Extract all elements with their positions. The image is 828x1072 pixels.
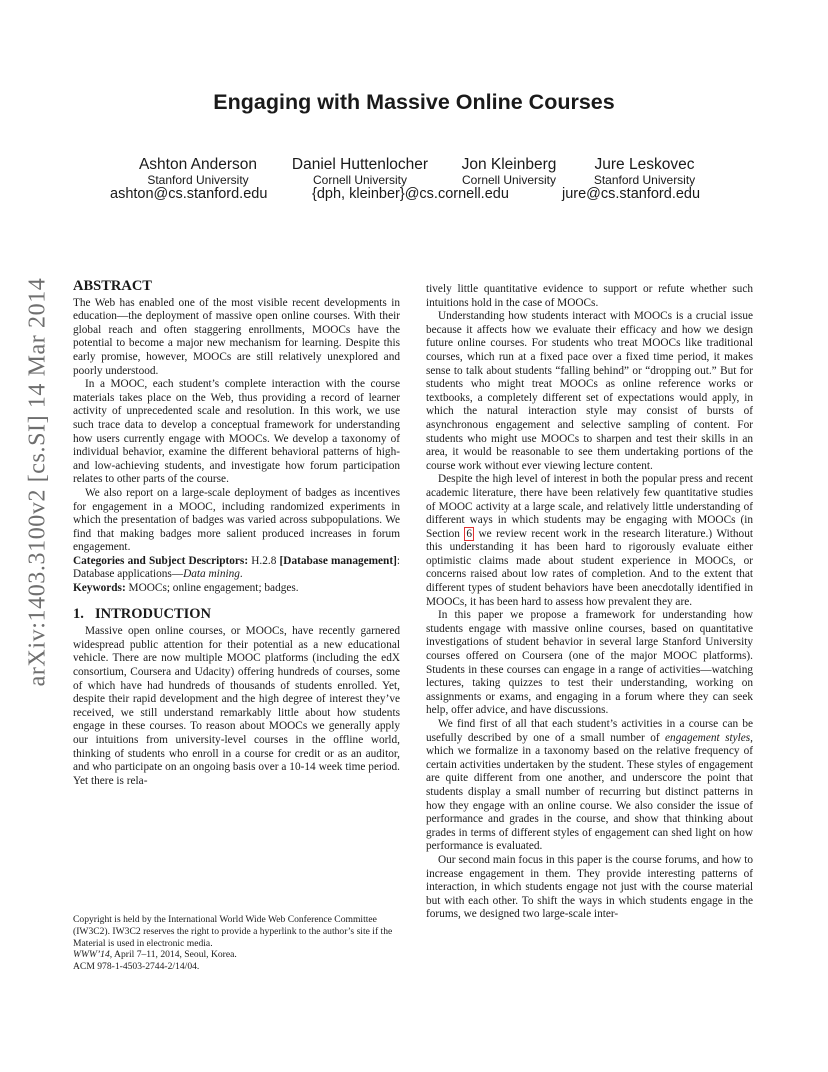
categories-bold-text: Database management (283, 554, 394, 567)
categories-bracket-open: [ (279, 554, 284, 567)
section-heading-introduction (73, 605, 400, 622)
categories-end: . (239, 568, 243, 581)
author-affiliation: Cornell University (461, 173, 557, 187)
author-name: Jon Kleinberg (461, 156, 557, 173)
conference-line (73, 949, 403, 961)
author-affiliation: Stanford University (147, 173, 249, 187)
body-paragraph (426, 718, 753, 854)
keywords-text: MOOCs; online engagement; badges. (128, 582, 299, 595)
categories-code: H.2.8 (251, 554, 277, 567)
author-affiliation: Stanford University (593, 173, 696, 187)
categories-italic: Data mining (183, 568, 240, 581)
paper-title: Engaging with Massive Online Courses (213, 90, 615, 114)
section-6-link[interactable]: 6 (466, 527, 473, 540)
author-block (450, 156, 568, 187)
keywords-line (73, 582, 400, 596)
author-email: ashton@cs.stanford.edu (110, 186, 268, 202)
acm-isbn: ACM 978-1-4503-2744-2/14/04. (73, 961, 200, 973)
abstract-paragraph: In a MOOC, each student’s complete interaction with the course materials takes place on the Web, thus providing a record of learner activity of unprecedented scale and resolution. In this work, we use such trace data to develop a conceptual framework for understanding how users currently engage with MOOCs. We develop a taxonomy of individual behavior, examine the different behavioral patterns of high- and low-achieving students, and investigate how forum participation relates to other parts of the course. (73, 378, 400, 486)
abstract-heading: ABSTRACT (73, 278, 152, 294)
author-email: jure@cs.stanford.edu (562, 186, 701, 202)
author-block (280, 156, 440, 187)
copyright-notice (73, 914, 403, 973)
body-paragraph: Understanding how students interact with MOOCs is a crucial issue because it affects how we evaluate their efficacy and how we design future online courses. For students who treat MOOCs like traditional courses, which run at a fixed pace over a fixed time period, it makes sense to talk about students “falling behind” or “dropping out.” But for students who might treat MOOCs as online reference works or textbooks, a completely different set of expectations would apply, in which the natural interaction style may consist of bursts of asynchronous engagement and selective sampling of content. For students who might use MOOCs to sharpen and test their skills in an area, it would be reasonable to see them undertaking portions of the course work without ever viewing lecture content. (426, 310, 753, 472)
author-block (578, 156, 711, 187)
paragraph-text: We find first of all that each student’s activities in a course can be usefully described by one of a small number of (426, 718, 753, 744)
conference-name: WWW’14, (73, 949, 113, 961)
paragraph-text: we review recent work in the research literature.) Without this understanding it has been hard to rigorously evaluate either optimistic claims made about student experience in MOOCs, or concerns raised about low rates of completion. And to the extent that different types of student behaviors have been anecdotally identified in MOOCs, it has been hard to assess how prevalent they are. (426, 527, 753, 608)
abstract-paragraph: We also report on a large-scale deployment of badges as incentives for engagement in a MOOC, including randomized experiments in which the presentation of badges was varied across subpopulations. We find that making badges more salient produced increases in forum engagement. (73, 486, 400, 554)
body-paragraph (426, 473, 753, 609)
left-column (73, 280, 400, 788)
conference-details: April 7–11, 2014, Seoul, Korea. (112, 949, 237, 961)
section-number: 1. (73, 605, 84, 622)
abstract-paragraph: The Web has enabled one of the most visible recent developments in education—the deployment of massive open online courses. With their global reach and often staggering enrollments, MOOCs have the potential to become a major new mechanism for learning. Despite this early promise, however, MOOCs are still relatively unexplored and poorly understood. (73, 296, 400, 377)
body-paragraph: tively little quantitative evidence to support or refute whether such intuitions hold in the case of MOOCs. (426, 283, 753, 309)
categories-line (73, 555, 400, 582)
right-column (426, 283, 753, 922)
emphasis-text: engagement styles (665, 731, 751, 744)
categories-rest: : Database applications— (73, 554, 401, 581)
author-affiliation: Cornell University (312, 173, 408, 187)
body-paragraph: In this paper we propose a framework for understanding how students engage with massive online courses, based on quantitative investigations of student behavior in several large Stanford University courses offered on Coursera (one of the major MOOC platforms). Students in these courses can engage in a range of activities—watching lectures, taking quizzes to test their understanding, working on assignments or exams, and engaging in a forum where they can seek help, offer advice, and have discussions. (426, 609, 753, 717)
keywords-label: Keywords: (73, 582, 126, 595)
intro-paragraph: Massive open online courses, or MOOCs, have recently garnered widespread public attention for their potential as a new educational vehicle. There are now multiple MOOC platforms (including the edX consortium, Coursera and Udacity) offering hundreds of courses, some of which have had hundreds of thousands of students enrolled. Yet, despite their rapid development and the high degree of interest they’ve received, we still understand remarkably little about how students engage in these courses. To reason about MOOCs we generally apply our intuitions from university-level courses in the offline world, thinking of students who enroll in a course for credit or as an auditor, and who participate on an ongoing basis over a 10-14 week time period. Yet there is rela- (73, 625, 400, 787)
paragraph-text: Despite the high level of interest in both the popular press and recent academic literature, there have been relatively few quantitative studies of MOOC activity at a large scale, and relatively little understanding of different ways in which students may be engaging with MOOCs (in Section (426, 473, 753, 540)
author-block (128, 156, 268, 187)
body-paragraph: Our second main focus in this paper is the course forums, and how to increase engagement in them. They provide interesting patterns of interaction, in which students engage not just with the course material but with each other. To shift the ways in which students engage in the forums, we designed two large-scale inter- (426, 853, 753, 921)
copyright-text: Copyright is held by the International World Wide Web Conference Committee (IW3C2). IW3C2 reserves the right to provide a hyperlink to the author’s site if the Material is used in electronic media. (73, 914, 393, 949)
author-name: Jure Leskovec (594, 156, 695, 173)
arxiv-identifier (8, 277, 68, 687)
arxiv-identifier-text: arXiv:1403.3100v2 [cs.SI] 14 Mar 2014 (24, 277, 51, 687)
categories-bracket-close: ] (393, 554, 397, 567)
author-email: {dph, kleinber}@cs.cornell.edu (312, 186, 509, 202)
section-title: INTRODUCTION (95, 605, 212, 622)
categories-label: Categories and Subject Descriptors: (73, 554, 249, 567)
author-name: Ashton Anderson (138, 156, 258, 173)
paragraph-text: , which we formalize in a taxonomy based on the relative frequency of certain activities undertaken by the student. These styles of engagement are quite different from one another, and underscore the point that students display a small number of recurring but distinct patterns in how they engage with an online course. We also consider the issue of performance and grades in the course, and show that thinking about grades in terms of different styles of engagement can shed light on how performance is evaluated. (426, 731, 753, 853)
author-name: Daniel Huttenlocher (291, 156, 429, 173)
